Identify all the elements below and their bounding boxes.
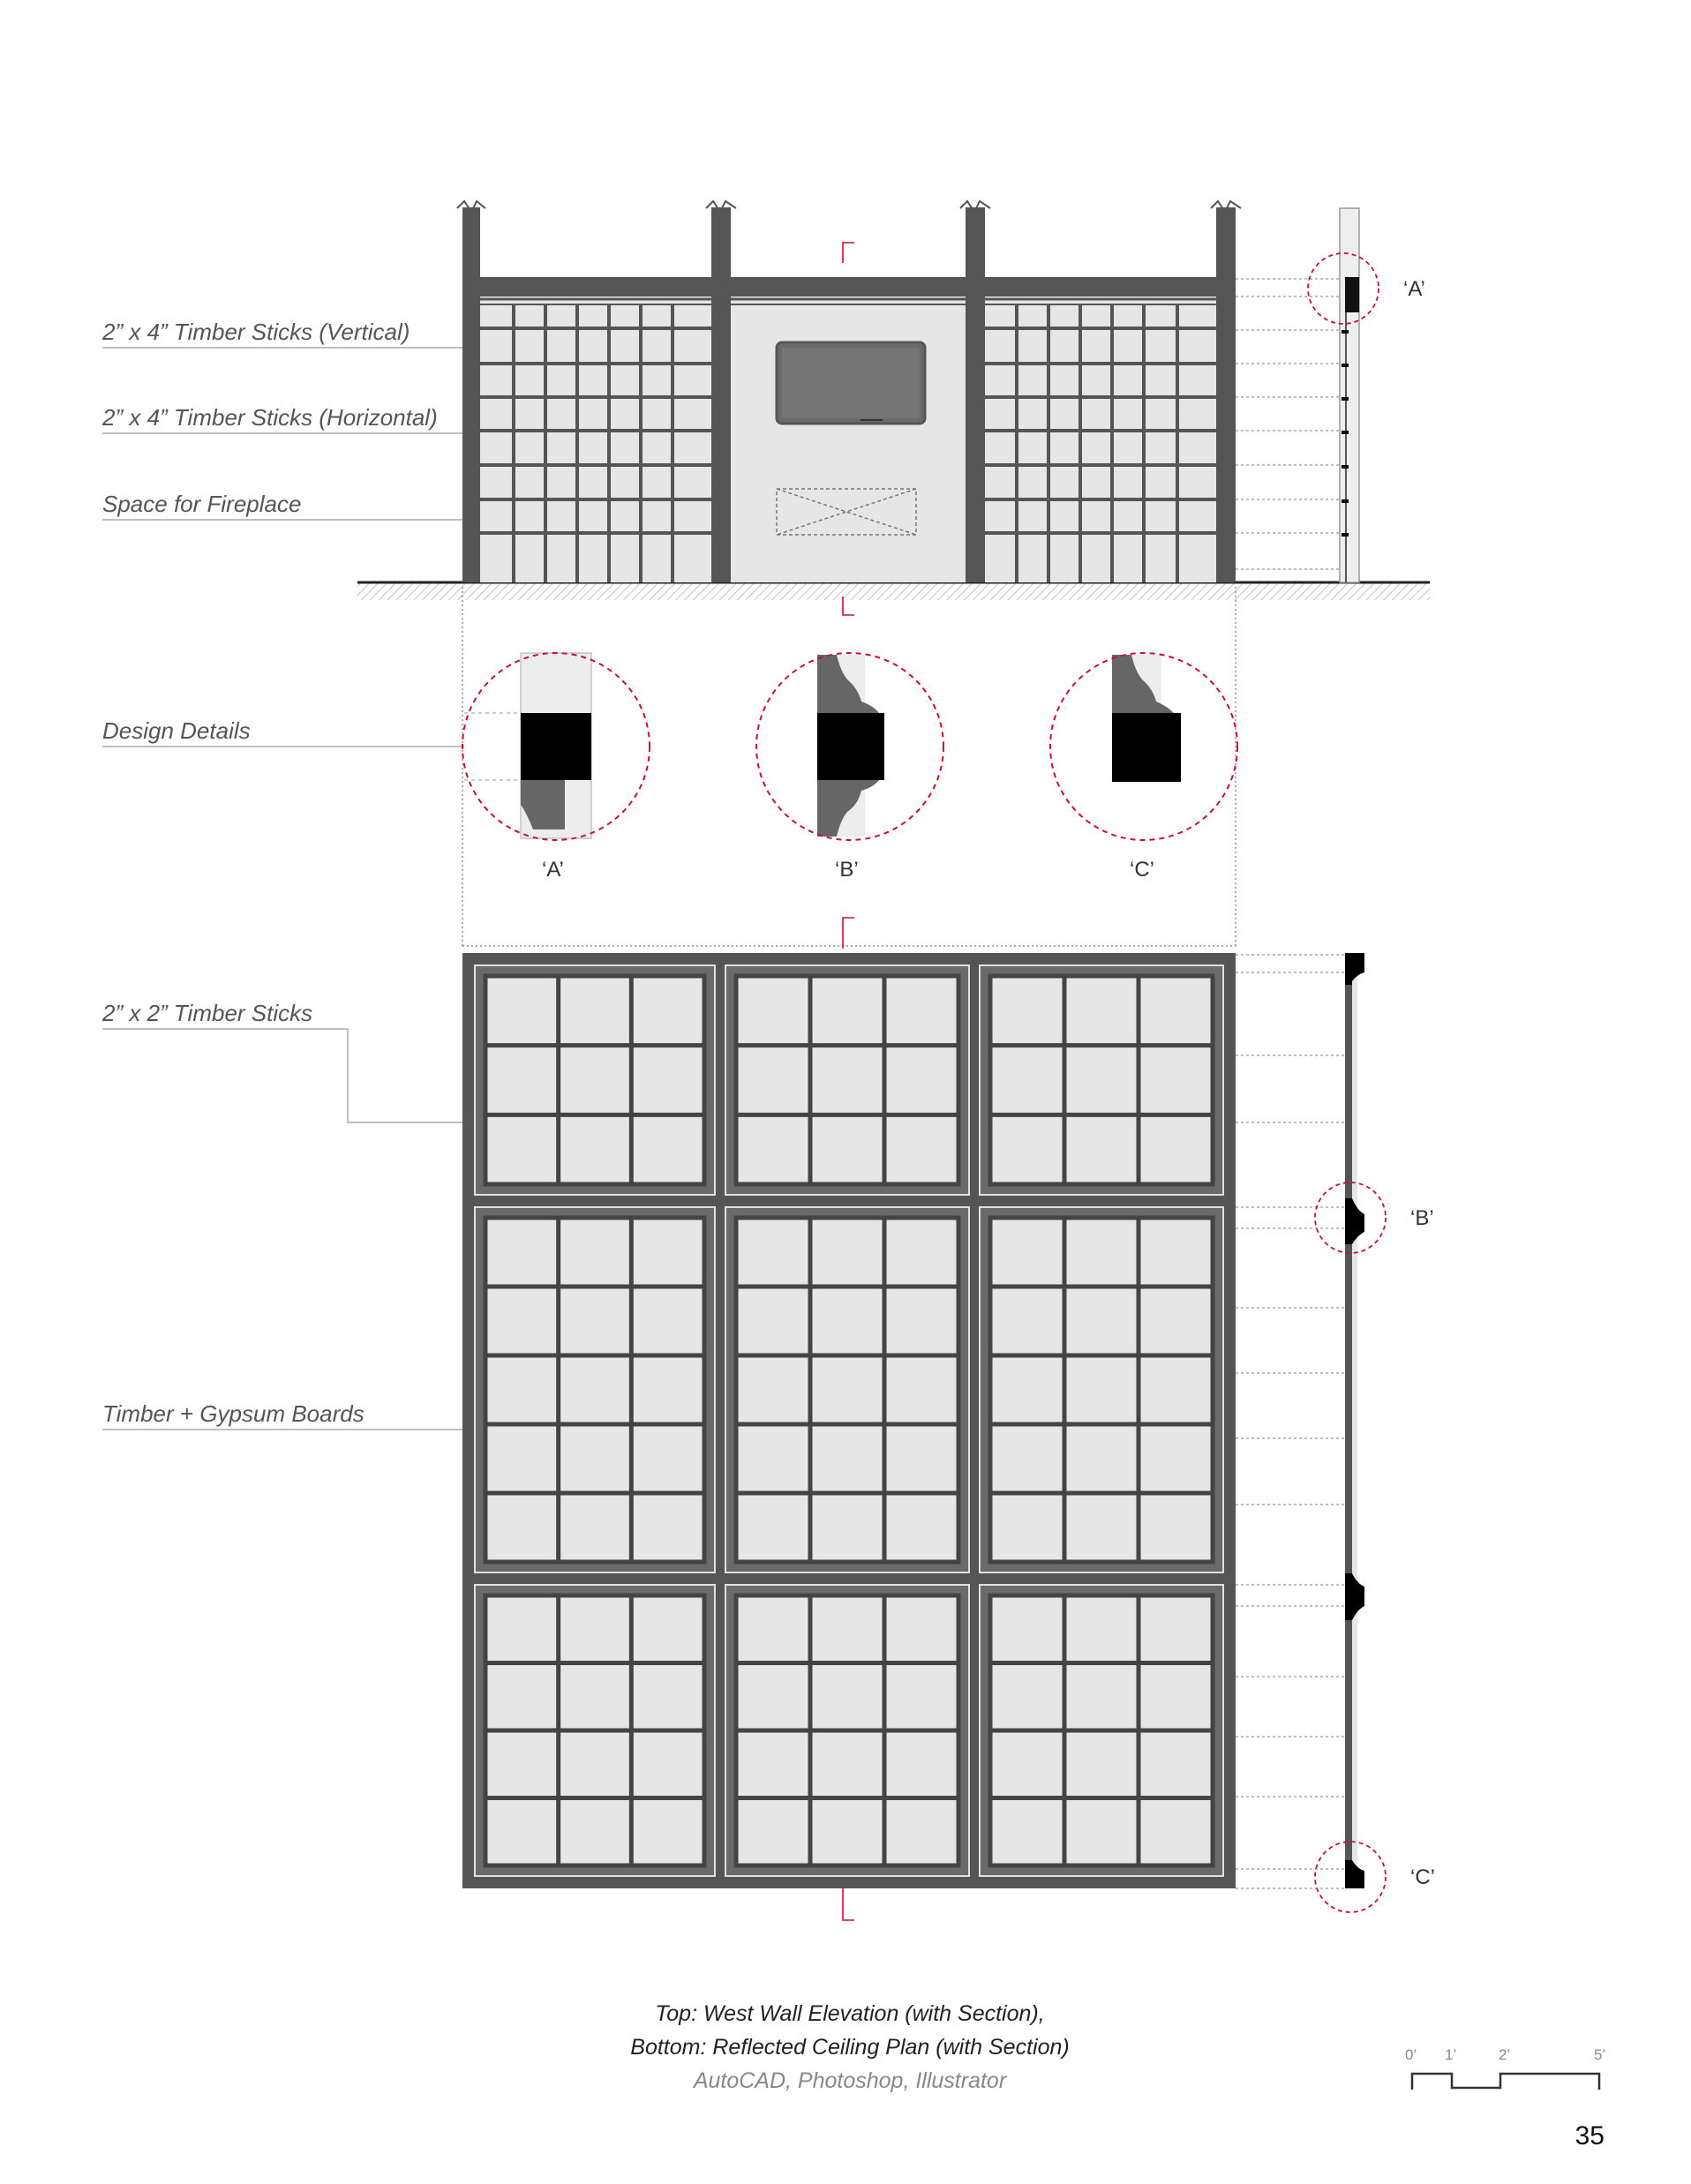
ceiling-panels	[475, 965, 1223, 1876]
ceiling-panel-r3-c1	[475, 1585, 715, 1876]
label-timber-horizontal: 2” x 4” Timber Sticks (Horizontal)	[102, 404, 438, 431]
ceiling-panel-r2-c3	[980, 1207, 1223, 1572]
post-3	[966, 207, 985, 582]
caption-tools: AutoCAD, Photoshop, Illustrator	[693, 2068, 1007, 2093]
ceiling-panel-r3-c2	[725, 1585, 969, 1876]
ground-hatch	[357, 582, 1430, 600]
top-beam	[462, 277, 1236, 296]
callout-b: ‘B’	[835, 858, 859, 882]
design-details	[462, 653, 1237, 882]
caption	[630, 2001, 1069, 2093]
caption-line-1: Top: West Wall Elevation (with Section),	[655, 2001, 1045, 2026]
post-2	[711, 207, 731, 582]
caption-line-2: Bottom: Reflected Ceiling Plan (with Section)	[630, 2035, 1070, 2060]
ceiling-section-strip	[1345, 953, 1364, 1888]
wall-panel-right	[985, 296, 1232, 582]
post-4	[1216, 207, 1236, 582]
reflected-ceiling-plan	[462, 918, 1435, 1920]
post-1	[462, 207, 480, 582]
detail-b	[756, 653, 943, 882]
ceiling-panel-r3-c3	[980, 1585, 1223, 1876]
scale-tick-2: 2’	[1499, 2046, 1511, 2063]
label-fireplace: Space for Fireplace	[102, 491, 302, 517]
detail-c	[1050, 653, 1237, 882]
callout-a: ‘A’	[542, 858, 564, 882]
scale-tick-0: 0’	[1405, 2046, 1417, 2063]
callout-b-plan: ‘B’	[1410, 1206, 1434, 1230]
wall-panel-center	[731, 296, 966, 582]
label-timber-2x2: 2” x 2” Timber Sticks	[102, 1000, 313, 1026]
scale-tick-1: 1’	[1445, 2046, 1457, 2063]
page-number: 35	[1575, 2121, 1605, 2150]
ceiling-panel-r1-c3	[980, 965, 1223, 1195]
callout-c: ‘C’	[1130, 858, 1154, 882]
wall-section-strip	[1340, 208, 1359, 582]
detail-a	[462, 653, 650, 882]
label-design-details: Design Details	[102, 717, 251, 744]
projection-lines-bottom	[1236, 955, 1345, 1888]
scale-tick-5: 5’	[1594, 2046, 1606, 2063]
ceiling-panel-r1-c2	[725, 965, 969, 1195]
scale-bar	[1405, 2046, 1605, 2090]
tv-screen	[777, 342, 925, 424]
ceiling-panel-r2-c2	[725, 1207, 969, 1572]
callout-a-top: ‘A’	[1403, 277, 1425, 301]
label-gypsum: Timber + Gypsum Boards	[102, 1400, 365, 1427]
west-wall-elevation	[357, 201, 1430, 615]
ceiling-panel-r1-c1	[475, 965, 715, 1195]
label-timber-vertical: 2” x 4” Timber Sticks (Vertical)	[102, 319, 410, 345]
projection-lines-top	[1236, 279, 1340, 569]
callout-c-plan: ‘C’	[1410, 1865, 1435, 1889]
ceiling-panel-r2-c1	[475, 1207, 715, 1572]
